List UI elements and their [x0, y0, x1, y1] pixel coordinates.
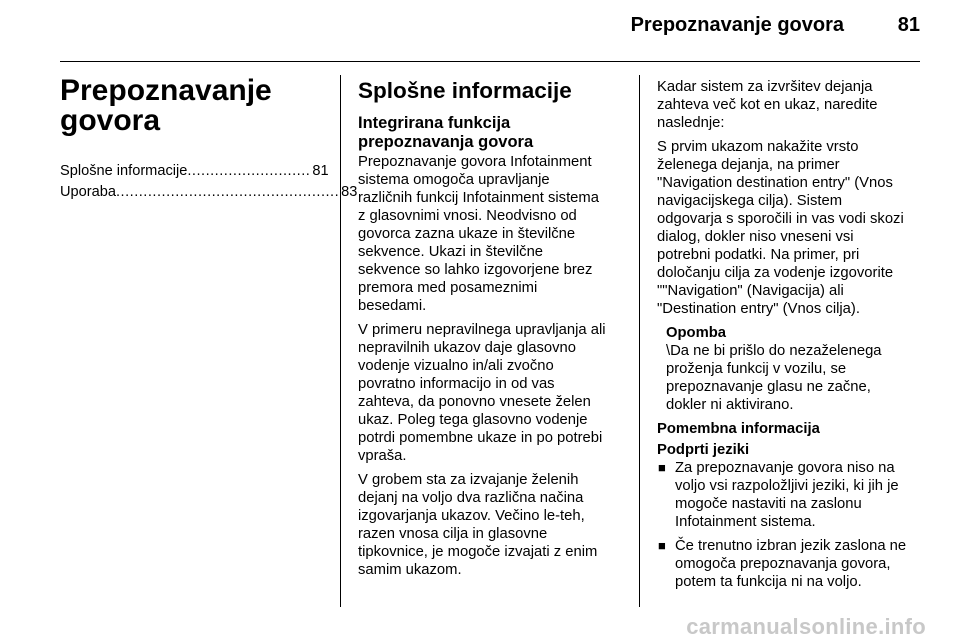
section-subtitle: Integrirana funkcija prepoznavanja govora: [358, 114, 534, 151]
bullet-text: Za prepoznavanje govora niso na voljo vsi razpoložljivi jeziki, ki jih je mogoče nastaviti na zaslonu Infotainment sistema.: [675, 460, 899, 530]
toc-leader-dots: ...........................: [187, 163, 311, 179]
note-box: [666, 324, 925, 414]
toc-entry-page: 83: [341, 184, 358, 200]
bullet-list: [657, 459, 925, 591]
paragraph: Kadar sistem za izvršitev dejanja zahteva več kot en ukaz, naredite naslednje:: [657, 79, 878, 131]
list-item: [658, 537, 925, 591]
square-bullet-icon: ■: [658, 538, 666, 553]
chapter-title: Prepoznavanje govora: [60, 74, 272, 137]
info-subtitle: Podprti jeziki: [657, 442, 750, 458]
toc-entry-splosne-informacije[interactable]: [60, 161, 329, 182]
toc-entry-title: Uporaba: [60, 184, 116, 200]
paragraph: V primeru nepravilnega upravljanja ali nepravilnih ukazov daje glasovno vodenje vizualno in/ali zvočno povratno informacijo in od vas zahteva, da ponovno vnesete želen ukaz. Poleg tega glasovno vodenje potrdi pomembne ukaze in po potrebi vpraša.: [358, 322, 606, 464]
note-title: Opomba: [666, 325, 727, 341]
toc-entry-title: Splošne informacije: [60, 163, 188, 179]
column-divider-left: [340, 75, 341, 607]
section-title: Splošne informacije: [358, 78, 572, 103]
header-divider: [60, 61, 920, 62]
bullet-text: Če trenutno izbran jezik zaslona ne omogoča prepoznavanja govora, potem ta funkcija ni na voljo.: [675, 538, 907, 590]
continuation-column: [657, 78, 925, 597]
chapter-column: [60, 74, 358, 203]
paragraph: Prepoznavanje govora Infotainment sistema omogoča upravljanje različnih funkcij Infotainment sistema z glasovnimi vnosi. Neodvisno od govorca zazna ukaze in številčne sekvence. Ukazi in številčne sekvence so lahko izgovorjene brez premora med posameznimi besedami.: [358, 154, 599, 314]
paragraph: V grobem sta za izvajanje želenih dejanj na voljo dva različna načina izgovarjanja ukazov. Večino le-teh, razen vnosa cilja in glasovne tipkovnice, je mogoče izvajati z enim samim ukazom.: [358, 472, 598, 578]
column-divider-right: [639, 75, 640, 607]
page-header-title: Prepoznavanje govora: [630, 14, 844, 36]
page-number: 81: [897, 14, 920, 36]
table-of-contents: [60, 161, 358, 203]
note-text: \Da ne bi prišlo do nezaželenega proženja funkcij v vozilu, se prepoznavanje glasu ne začne, dokler ni aktivirano.: [666, 343, 882, 413]
toc-entry-page: 81: [312, 163, 329, 179]
toc-entry-uporaba[interactable]: [60, 182, 358, 203]
toc-leader-dots: .................................................: [115, 184, 340, 200]
section-column: [358, 78, 626, 585]
list-item: [658, 459, 925, 531]
paragraph: S prvim ukazom nakažite vrsto želenega dejanja, na primer "Navigation destination entry" (Vnos navigacijskega cilja). Sistem odgovarja s sporočili in vas vodi skozi dialog, dokler niso vneseni vsi potrebni podatki. Na primer, pri določanju cilja za vodenje izgovorite ""Navigation" (Navigacija) ali "Destination entry" (Vnos cilja).: [657, 139, 904, 317]
watermark: carmanualsonline.info: [686, 614, 926, 639]
info-title: Pomembna informacija: [657, 421, 820, 437]
square-bullet-icon: ■: [658, 460, 666, 475]
